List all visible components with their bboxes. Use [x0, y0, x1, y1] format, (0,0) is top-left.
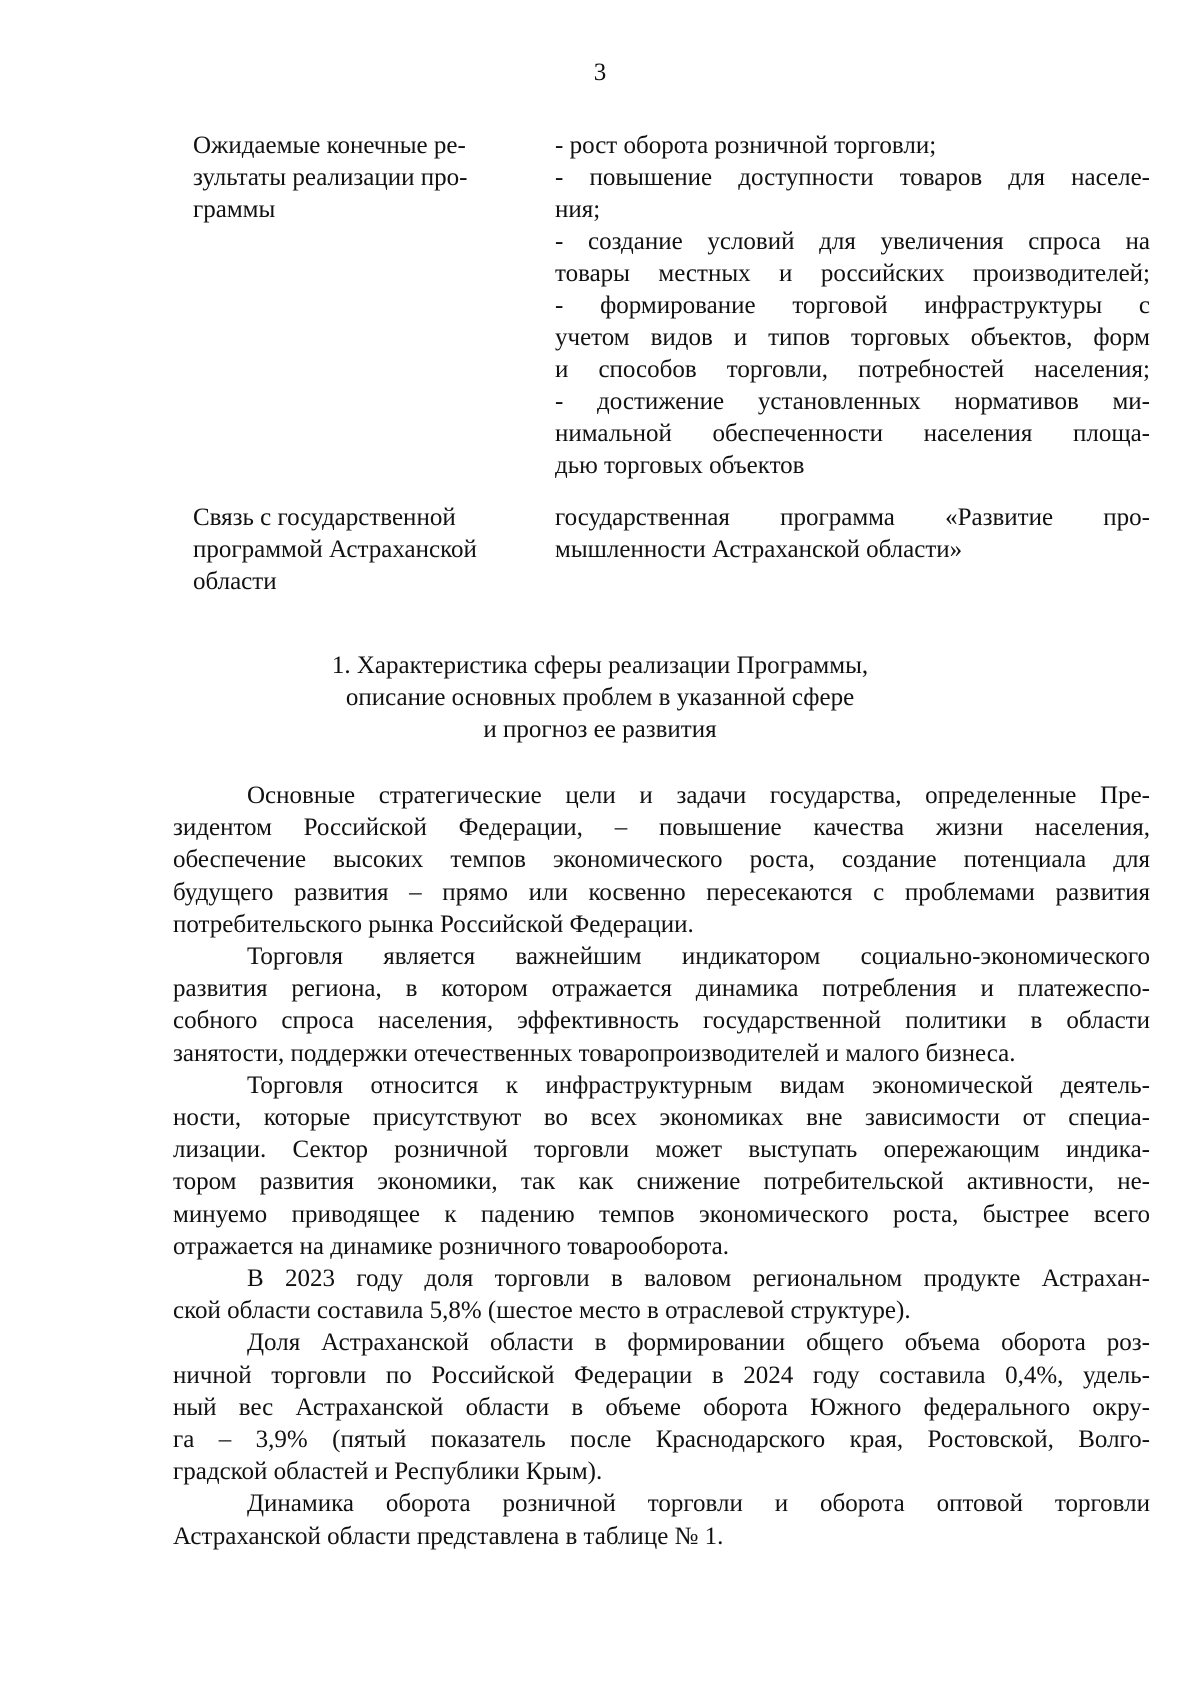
value-line: и способов торговли, потребностей населения; [555, 356, 1150, 383]
heading-line: 1. Характеристика сферы реализации Программы, [331, 652, 869, 679]
text-line: зидентом Российской Федерации, – повышение качества жизни населения, [173, 814, 1150, 842]
text-line: Астраханской области представлена в таблице № 1. [173, 1522, 724, 1550]
paragraph-strategic-goals [173, 780, 1150, 941]
text-line: развития региона, в котором отражается динамика потребления и платежеспо- [173, 975, 1150, 1003]
text-line: градской областей и Республики Крым). [173, 1458, 603, 1486]
paragraph-grp-share [173, 1263, 1150, 1327]
page-number: 3 [593, 59, 607, 86]
value-line: дью торговых объектов [555, 452, 805, 479]
value-line: нимальной обеспеченности населения площа- [555, 420, 1150, 447]
value-line: мышленности Астраханской области» [555, 536, 963, 563]
label-line: зультаты реализации про- [193, 164, 468, 191]
text-line: отражается на динамике розничного товарооборота. [173, 1232, 730, 1260]
paragraph-trade-infrastructure [173, 1070, 1150, 1263]
label-line: Связь с государственной [193, 504, 456, 531]
text-line: Основные стратегические цели и задачи государства, определенные Пре- [247, 782, 1150, 809]
text-line: занятости, поддержки отечественных товаропроизводителей и малого бизнеса. [173, 1039, 1016, 1067]
text-line: минуемо приводящее к падению темпов экономического роста, быстрее всего [173, 1200, 1150, 1228]
label-line: Ожидаемые конечные ре- [193, 132, 466, 159]
text-line: тором развития экономики, так как снижение потребительской активности, не- [173, 1168, 1150, 1196]
text-line: потребительского рынка Российской Федерации. [173, 910, 694, 938]
value-line: государственная программа «Развитие про- [555, 504, 1150, 531]
paragraph-trade-indicator [173, 941, 1150, 1070]
body-text [173, 780, 1150, 1553]
passport-table [193, 130, 1150, 618]
passport-row-expected-results [193, 130, 1150, 482]
value-line: товары местных и российских производителей; [555, 260, 1150, 287]
text-line: га – 3,9% (пятый показатель после Краснодарского края, Ростовской, Волго- [173, 1426, 1150, 1454]
heading-line: описание основных проблем в указанной сфере [345, 684, 855, 711]
heading-line: и прогноз ее развития [483, 716, 717, 743]
text-line: ный вес Астраханской области в объеме оборота Южного федерального окру- [173, 1393, 1150, 1421]
value-line: - повышение доступности товаров для населе- [555, 164, 1150, 191]
passport-value-expected-results [555, 130, 1150, 482]
text-line: ской области составила 5,8% (шестое место в отраслевой структуре). [173, 1297, 911, 1325]
text-line: В 2023 году доля торговли в валовом региональном продукте Астрахан- [247, 1265, 1150, 1293]
text-line: Доля Астраханской области в формировании общего объема оборота роз- [247, 1329, 1150, 1357]
label-line: программой Астраханской [193, 536, 477, 563]
value-line: ния; [555, 196, 601, 223]
text-line: обеспечение высоких темпов экономического роста, создание потенциала для [173, 846, 1150, 874]
text-line: ности, которые присутствуют во всех экономиках вне зависимости от специа- [173, 1104, 1150, 1132]
passport-label-expected-results [193, 130, 555, 482]
paragraph-retail-share [173, 1327, 1150, 1488]
text-line: Динамика оборота розничной торговли и оборота оптовой торговли [247, 1490, 1150, 1518]
passport-label-state-program-link [193, 502, 555, 598]
passport-value-state-program-link [555, 502, 1150, 598]
text-line: Торговля относится к инфраструктурным видам экономической деятель- [247, 1071, 1150, 1099]
value-line: - рост оборота розничной торговли; [555, 132, 937, 159]
text-line: Торговля является важнейшим индикатором социально-экономического [247, 943, 1150, 971]
passport-row-state-program-link [193, 502, 1150, 598]
text-line: будущего развития – прямо или косвенно пересекаются с проблемами развития [173, 878, 1150, 906]
value-line: учетом видов и типов торговых объектов, форм [555, 324, 1150, 351]
value-line: - создание условий для увеличения спроса на [555, 228, 1150, 255]
value-line: - достижение установленных нормативов ми- [555, 388, 1150, 415]
text-line: собного спроса населения, эффективность государственной политики в области [173, 1007, 1150, 1035]
label-line: области [193, 568, 277, 595]
paragraph-table-reference [173, 1488, 1150, 1552]
text-line: лизации. Сектор розничной торговли может выступать опережающим индика- [173, 1136, 1150, 1164]
section-heading [0, 650, 1200, 746]
value-line: - формирование торговой инфраструктуры с [555, 292, 1150, 319]
text-line: ничной торговли по Российской Федерации в 2024 году составила 0,4%, удель- [173, 1361, 1150, 1389]
label-line: граммы [193, 196, 276, 223]
